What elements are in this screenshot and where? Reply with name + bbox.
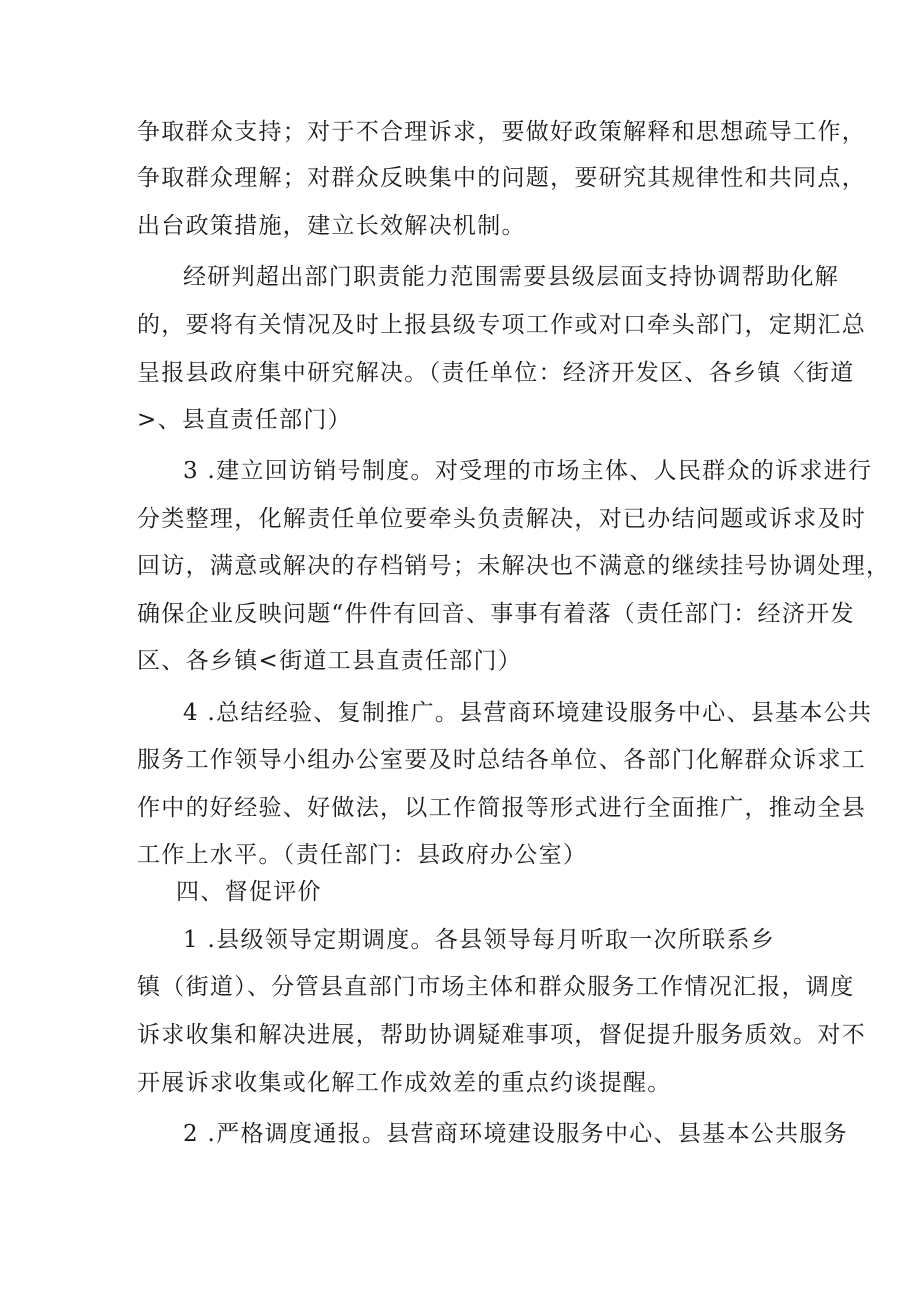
text-line: 诉求收集和解决进展，帮助协调疑难事项，督促提升服务质效。对不: [137, 1022, 866, 1048]
text-line: 呈报县政府集中研究解决。（责任单位：经济开发区、各乡镇〈街道: [137, 360, 855, 386]
text-line: 作中的好经验、好做法，以工作简报等形式进行全面推广，推动全县: [137, 795, 866, 821]
text-line: 工作上水平。（责任部门：县政府办公室）: [137, 842, 588, 868]
text-line: 出台政策措施，建立长效解决机制。: [137, 213, 526, 239]
item-3-title: 3 .建立回访销号制度。对受理的市场主体、人民群众的诉求进行: [183, 458, 873, 484]
section-heading: 四、督促评价: [176, 879, 322, 905]
text-line: 争取群众支持；对于不合理诉求，要做好政策解释和思想疏导工作，: [137, 119, 866, 145]
text-line: 争取群众理解；对群众反映集中的问题，要研究其规律性和共同点，: [137, 165, 866, 191]
text-line: 区、各乡镇<街道工县直责任部门）: [137, 648, 523, 674]
item-1-title: 1 .县级领导定期调度。各县领导每月听取一次所联系乡: [183, 927, 776, 953]
paragraph-first-line: 经研判超出部门职责能力范围需要县级层面支持协调帮助化解: [183, 264, 840, 290]
text-line: 确保企业反映问题“件件有回音、事事有着落（责任部门：经济开发: [137, 601, 855, 627]
text-line: 镇（街道）、分管县直部门市场主体和群众服务工作情况汇报，调度: [137, 974, 855, 1000]
text-line: 的，要将有关情况及时上报县级专项工作或对口牵头部门，定期汇总: [137, 312, 866, 338]
text-line: >、县直责任部门）: [137, 407, 352, 433]
text-line: 服务工作领导小组办公室要及时总结各单位、各部门化解群众诉求工: [137, 747, 866, 773]
text-line: 回访，满意或解决的存档销号；未解决也不满意的继续挂号协调处理，: [137, 553, 891, 579]
text-line: 开展诉求收集或化解工作成效差的重点约谈提醒。: [137, 1070, 672, 1096]
text-line: 分类整理，化解责任单位要牵头负责解决，对已办结问题或诉求及时: [137, 506, 866, 532]
item-2-title: 2 .严格调度通报。县营商环境建设服务中心、县基本公共服务: [183, 1121, 848, 1147]
item-4-title: 4 .总结经验、复制推广。县营商环境建设服务中心、县基本公共: [183, 700, 873, 726]
